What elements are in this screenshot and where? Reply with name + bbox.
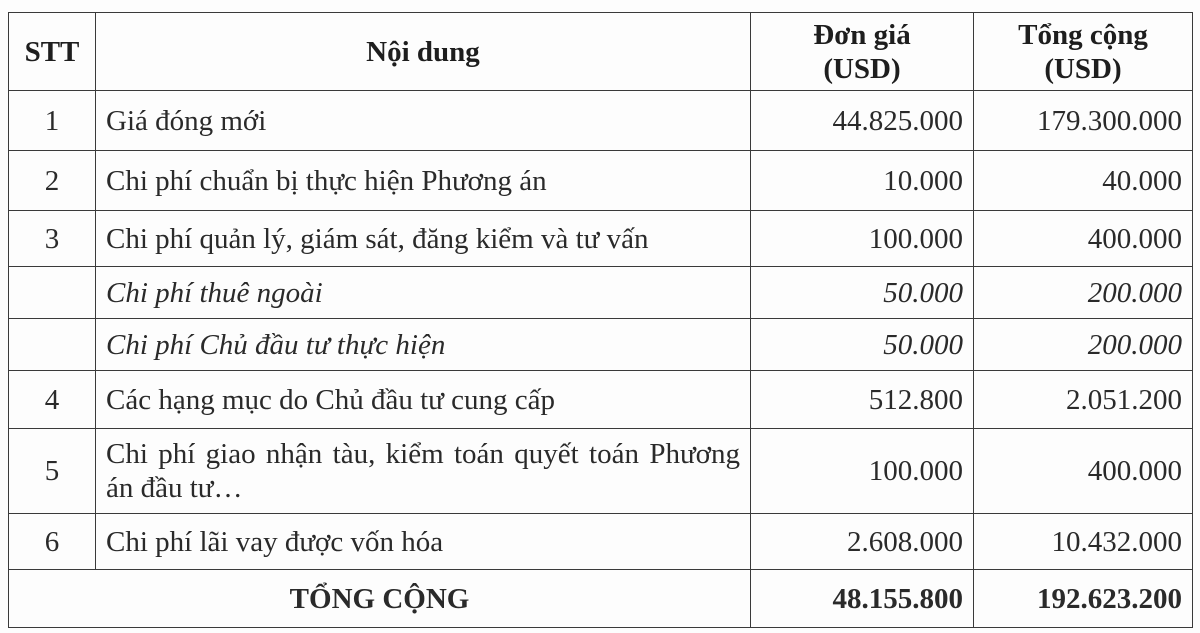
row-content: Chi phí giao nhận tàu, kiểm toán quyết toán Phương án đầu tư… [96,429,751,514]
header-unit-price-line1: Đơn giá [813,18,911,51]
header-row [9,13,1193,91]
row-content: Chi phí chuẩn bị thực hiện Phương án [96,151,751,211]
row-stt [9,267,96,319]
table-row [9,514,1193,570]
row-total: 200.000 [974,319,1193,371]
row-content: Chi phí thuê ngoài [96,267,751,319]
table-row [9,91,1193,151]
row-content: Chi phí quản lý, giám sát, đăng kiểm và tư vấn [96,211,751,267]
row-stt [9,319,96,371]
row-total: 2.051.200 [974,371,1193,429]
row-total: 40.000 [974,151,1193,211]
row-content: Các hạng mục do Chủ đầu tư cung cấp [96,371,751,429]
row-content: Chi phí lãi vay được vốn hóa [96,514,751,570]
row-total: 400.000 [974,429,1193,514]
table-row [9,211,1193,267]
row-stt: 2 [9,151,96,211]
header-stt: STT [9,13,96,91]
header-total-line1: Tổng cộng [1018,18,1148,51]
header-total-line2: (USD) [1044,52,1122,85]
row-unit-price: 2.608.000 [751,514,974,570]
table-subrow [9,319,1193,371]
row-stt: 3 [9,211,96,267]
row-unit-price: 50.000 [751,319,974,371]
row-unit-price: 512.800 [751,371,974,429]
total-total: 192.623.200 [974,570,1193,628]
row-unit-price: 50.000 [751,267,974,319]
row-unit-price: 10.000 [751,151,974,211]
row-total: 400.000 [974,211,1193,267]
total-label: TỔNG CỘNG [9,570,751,628]
row-stt: 4 [9,371,96,429]
table-row [9,371,1193,429]
cost-table [8,12,1193,628]
row-stt: 6 [9,514,96,570]
row-stt: 1 [9,91,96,151]
total-unit-price: 48.155.800 [751,570,974,628]
header-content: Nội dung [96,13,751,91]
row-total: 10.432.000 [974,514,1193,570]
row-stt: 5 [9,429,96,514]
table-row [9,151,1193,211]
row-total: 179.300.000 [974,91,1193,151]
row-unit-price: 100.000 [751,211,974,267]
row-content: Giá đóng mới [96,91,751,151]
row-unit-price: 44.825.000 [751,91,974,151]
header-unit-price-line2: (USD) [823,52,901,85]
row-content: Chi phí Chủ đầu tư thực hiện [96,319,751,371]
row-unit-price: 100.000 [751,429,974,514]
header-unit-price [751,13,974,91]
table-subrow [9,267,1193,319]
header-total [974,13,1193,91]
total-row [9,570,1193,628]
table-row [9,429,1193,514]
row-total: 200.000 [974,267,1193,319]
